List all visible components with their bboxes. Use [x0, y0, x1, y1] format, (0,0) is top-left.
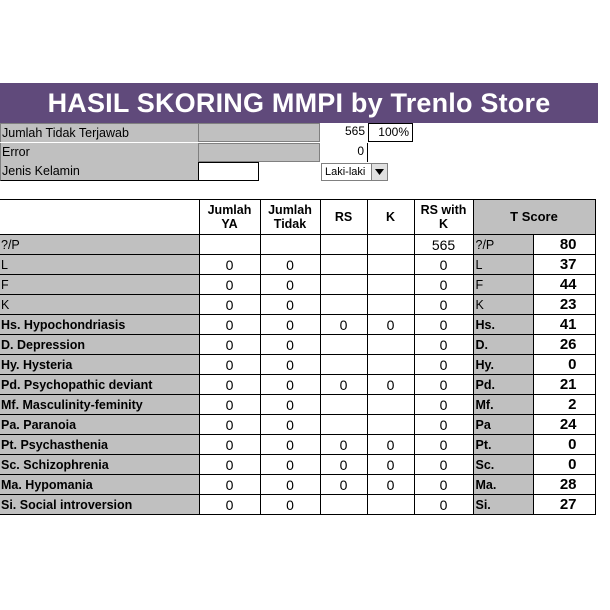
- t-score-label: Ma.: [473, 475, 533, 495]
- t-score-value[interactable]: 80: [533, 235, 595, 255]
- rs-cell[interactable]: [320, 235, 367, 255]
- jumlah-tidak-cell[interactable]: 0: [260, 415, 320, 435]
- k-cell[interactable]: [367, 495, 414, 515]
- gender-select-value: Laki-laki: [325, 166, 366, 178]
- rs-with-k-cell[interactable]: 0: [414, 275, 473, 295]
- k-cell[interactable]: [367, 415, 414, 435]
- scale-name: K: [0, 295, 199, 315]
- jumlah-ya-cell[interactable]: 0: [199, 275, 260, 295]
- jumlah-ya-cell[interactable]: 0: [199, 315, 260, 335]
- scale-name: Sc. Schizophrenia: [0, 455, 199, 475]
- table-row: [0, 315, 595, 335]
- t-score-value[interactable]: 28: [533, 475, 595, 495]
- jumlah-tidak-cell[interactable]: 0: [260, 435, 320, 455]
- header-jumlah-tidak: Jumlah Tidak: [260, 200, 320, 235]
- table-row: [0, 375, 595, 395]
- k-cell[interactable]: 0: [367, 315, 414, 335]
- k-cell[interactable]: 0: [367, 435, 414, 455]
- table-row: [0, 335, 595, 355]
- t-score-value[interactable]: 21: [533, 375, 595, 395]
- t-score-value[interactable]: 41: [533, 315, 595, 335]
- rs-with-k-cell[interactable]: 0: [414, 415, 473, 435]
- header-rs: RS: [320, 200, 367, 235]
- t-score-label: Si.: [473, 495, 533, 515]
- table-row: [0, 455, 595, 475]
- t-score-value[interactable]: 24: [533, 415, 595, 435]
- jumlah-tidak-cell[interactable]: 0: [260, 275, 320, 295]
- table-header-row: [0, 200, 595, 235]
- k-cell[interactable]: [367, 395, 414, 415]
- rs-with-k-cell[interactable]: 0: [414, 475, 473, 495]
- jumlah-ya-cell[interactable]: 0: [199, 375, 260, 395]
- jumlah-ya-cell[interactable]: 0: [199, 475, 260, 495]
- scale-name: ?/P: [0, 235, 199, 255]
- chevron-down-icon[interactable]: [371, 164, 387, 180]
- error-blank-cell[interactable]: [198, 143, 320, 162]
- rs-with-k-cell[interactable]: 0: [414, 255, 473, 275]
- t-score-label: Hs.: [473, 315, 533, 335]
- jumlah-ya-cell[interactable]: 0: [199, 395, 260, 415]
- t-score-value[interactable]: 23: [533, 295, 595, 315]
- jumlah-ya-cell[interactable]: 0: [199, 255, 260, 275]
- rs-with-k-cell[interactable]: 0: [414, 495, 473, 515]
- k-cell[interactable]: 0: [367, 475, 414, 495]
- gender-row: [0, 162, 320, 181]
- jumlah-ya-cell[interactable]: 0: [199, 435, 260, 455]
- table-row: [0, 295, 595, 315]
- table-row: [0, 235, 595, 255]
- rs-with-k-cell[interactable]: 0: [414, 435, 473, 455]
- k-cell[interactable]: [367, 335, 414, 355]
- jumlah-ya-cell[interactable]: 0: [199, 415, 260, 435]
- t-score-label: Pa: [473, 415, 533, 435]
- scale-name: Hy. Hysteria: [0, 355, 199, 375]
- header-jumlah-ya: Jumlah YA: [199, 200, 260, 235]
- jumlah-tidak-cell[interactable]: 0: [260, 475, 320, 495]
- table-row: [0, 475, 595, 495]
- rs-with-k-cell[interactable]: 0: [414, 315, 473, 335]
- t-score-value[interactable]: 2: [533, 395, 595, 415]
- t-score-label: Mf.: [473, 395, 533, 415]
- t-score-label: L: [473, 255, 533, 275]
- t-score-value[interactable]: 44: [533, 275, 595, 295]
- t-score-label: Sc.: [473, 455, 533, 475]
- rs-cell[interactable]: [320, 415, 367, 435]
- table-row: [0, 495, 595, 515]
- jumlah-ya-cell[interactable]: 0: [199, 335, 260, 355]
- t-score-label: Pt.: [473, 435, 533, 455]
- t-score-label: D.: [473, 335, 533, 355]
- header-name-cell: [0, 200, 199, 235]
- jumlah-ya-cell[interactable]: 0: [199, 295, 260, 315]
- table-row: [0, 275, 595, 295]
- scale-name: L: [0, 255, 199, 275]
- t-score-value[interactable]: 0: [533, 355, 595, 375]
- scale-name: Pa. Paranoia: [0, 415, 199, 435]
- unanswered-row: [0, 123, 412, 142]
- scale-name: Hs. Hypochondriasis: [0, 315, 199, 335]
- jumlah-tidak-cell[interactable]: 0: [260, 495, 320, 515]
- table-row: [0, 395, 595, 415]
- rs-cell[interactable]: [320, 255, 367, 275]
- page-title: HASIL SKORING MMPI by Trenlo Store: [47, 87, 551, 118]
- t-score-value[interactable]: 26: [533, 335, 595, 355]
- scale-name: Si. Social introversion: [0, 495, 199, 515]
- rs-cell[interactable]: 0: [320, 435, 367, 455]
- k-cell[interactable]: 0: [367, 455, 414, 475]
- scale-name: Mf. Masculinity-feminity: [0, 395, 199, 415]
- jumlah-tidak-cell[interactable]: 0: [260, 315, 320, 335]
- table-row: [0, 415, 595, 435]
- rs-with-k-cell[interactable]: 565: [414, 235, 473, 255]
- error-label: Error: [0, 143, 198, 162]
- jumlah-tidak-cell[interactable]: 0: [260, 335, 320, 355]
- rs-with-k-cell[interactable]: 0: [414, 335, 473, 355]
- t-score-value[interactable]: 27: [533, 495, 595, 515]
- rs-with-k-cell[interactable]: 0: [414, 375, 473, 395]
- header-k: K: [367, 200, 414, 235]
- header-t-score: T Score: [473, 200, 595, 235]
- rs-cell[interactable]: 0: [320, 475, 367, 495]
- unanswered-blank-cell[interactable]: [198, 123, 320, 142]
- k-cell[interactable]: [367, 235, 414, 255]
- k-cell[interactable]: [367, 295, 414, 315]
- k-cell[interactable]: [367, 355, 414, 375]
- k-cell[interactable]: [367, 255, 414, 275]
- unanswered-percent[interactable]: 100%: [368, 123, 413, 142]
- score-table: [0, 199, 596, 515]
- title-banner: [0, 83, 598, 123]
- t-score-label: ?/P: [473, 235, 533, 255]
- rs-cell[interactable]: [320, 495, 367, 515]
- rs-cell[interactable]: [320, 295, 367, 315]
- jumlah-tidak-cell[interactable]: 0: [260, 395, 320, 415]
- t-score-label: Hy.: [473, 355, 533, 375]
- rs-cell[interactable]: [320, 275, 367, 295]
- t-score-label: F: [473, 275, 533, 295]
- scale-name: F: [0, 275, 199, 295]
- jumlah-tidak-cell[interactable]: [260, 235, 320, 255]
- error-value[interactable]: 0: [320, 143, 368, 162]
- t-score-value[interactable]: 0: [533, 435, 595, 455]
- jumlah-tidak-cell[interactable]: 0: [260, 355, 320, 375]
- jumlah-ya-cell[interactable]: 0: [199, 495, 260, 515]
- scale-name: Pd. Psychopathic deviant: [0, 375, 199, 395]
- rs-with-k-cell[interactable]: 0: [414, 295, 473, 315]
- gender-blank-cell[interactable]: [198, 162, 259, 181]
- t-score-value[interactable]: 0: [533, 455, 595, 475]
- header-rs-with-k: RS with K: [414, 200, 473, 235]
- rs-cell[interactable]: 0: [320, 375, 367, 395]
- unanswered-value[interactable]: 565: [344, 124, 365, 138]
- error-row: [0, 143, 368, 162]
- table-row: [0, 435, 595, 455]
- rs-with-k-cell[interactable]: 0: [414, 455, 473, 475]
- scale-name: Ma. Hypomania: [0, 475, 199, 495]
- scale-name: D. Depression: [0, 335, 199, 355]
- jumlah-tidak-cell[interactable]: 0: [260, 375, 320, 395]
- k-cell[interactable]: [367, 275, 414, 295]
- rs-cell[interactable]: [320, 335, 367, 355]
- jumlah-tidak-cell[interactable]: 0: [260, 295, 320, 315]
- gender-label: Jenis Kelamin: [0, 162, 198, 181]
- rs-cell[interactable]: [320, 395, 367, 415]
- table-row: [0, 255, 595, 275]
- jumlah-ya-cell[interactable]: 0: [199, 355, 260, 375]
- rs-cell[interactable]: 0: [320, 455, 367, 475]
- k-cell[interactable]: 0: [367, 375, 414, 395]
- jumlah-ya-cell[interactable]: [199, 235, 260, 255]
- scale-name: Pt. Psychasthenia: [0, 435, 199, 455]
- jumlah-ya-cell[interactable]: 0: [199, 455, 260, 475]
- rs-cell[interactable]: 0: [320, 315, 367, 335]
- rs-with-k-cell[interactable]: 0: [414, 395, 473, 415]
- jumlah-tidak-cell[interactable]: 0: [260, 255, 320, 275]
- rs-with-k-cell[interactable]: 0: [414, 355, 473, 375]
- table-row: [0, 355, 595, 375]
- unanswered-label: Jumlah Tidak Terjawab: [0, 123, 198, 142]
- t-score-label: K: [473, 295, 533, 315]
- t-score-value[interactable]: 37: [533, 255, 595, 275]
- jumlah-tidak-cell[interactable]: 0: [260, 455, 320, 475]
- rs-cell[interactable]: [320, 355, 367, 375]
- t-score-label: Pd.: [473, 375, 533, 395]
- gender-select[interactable]: [321, 163, 388, 181]
